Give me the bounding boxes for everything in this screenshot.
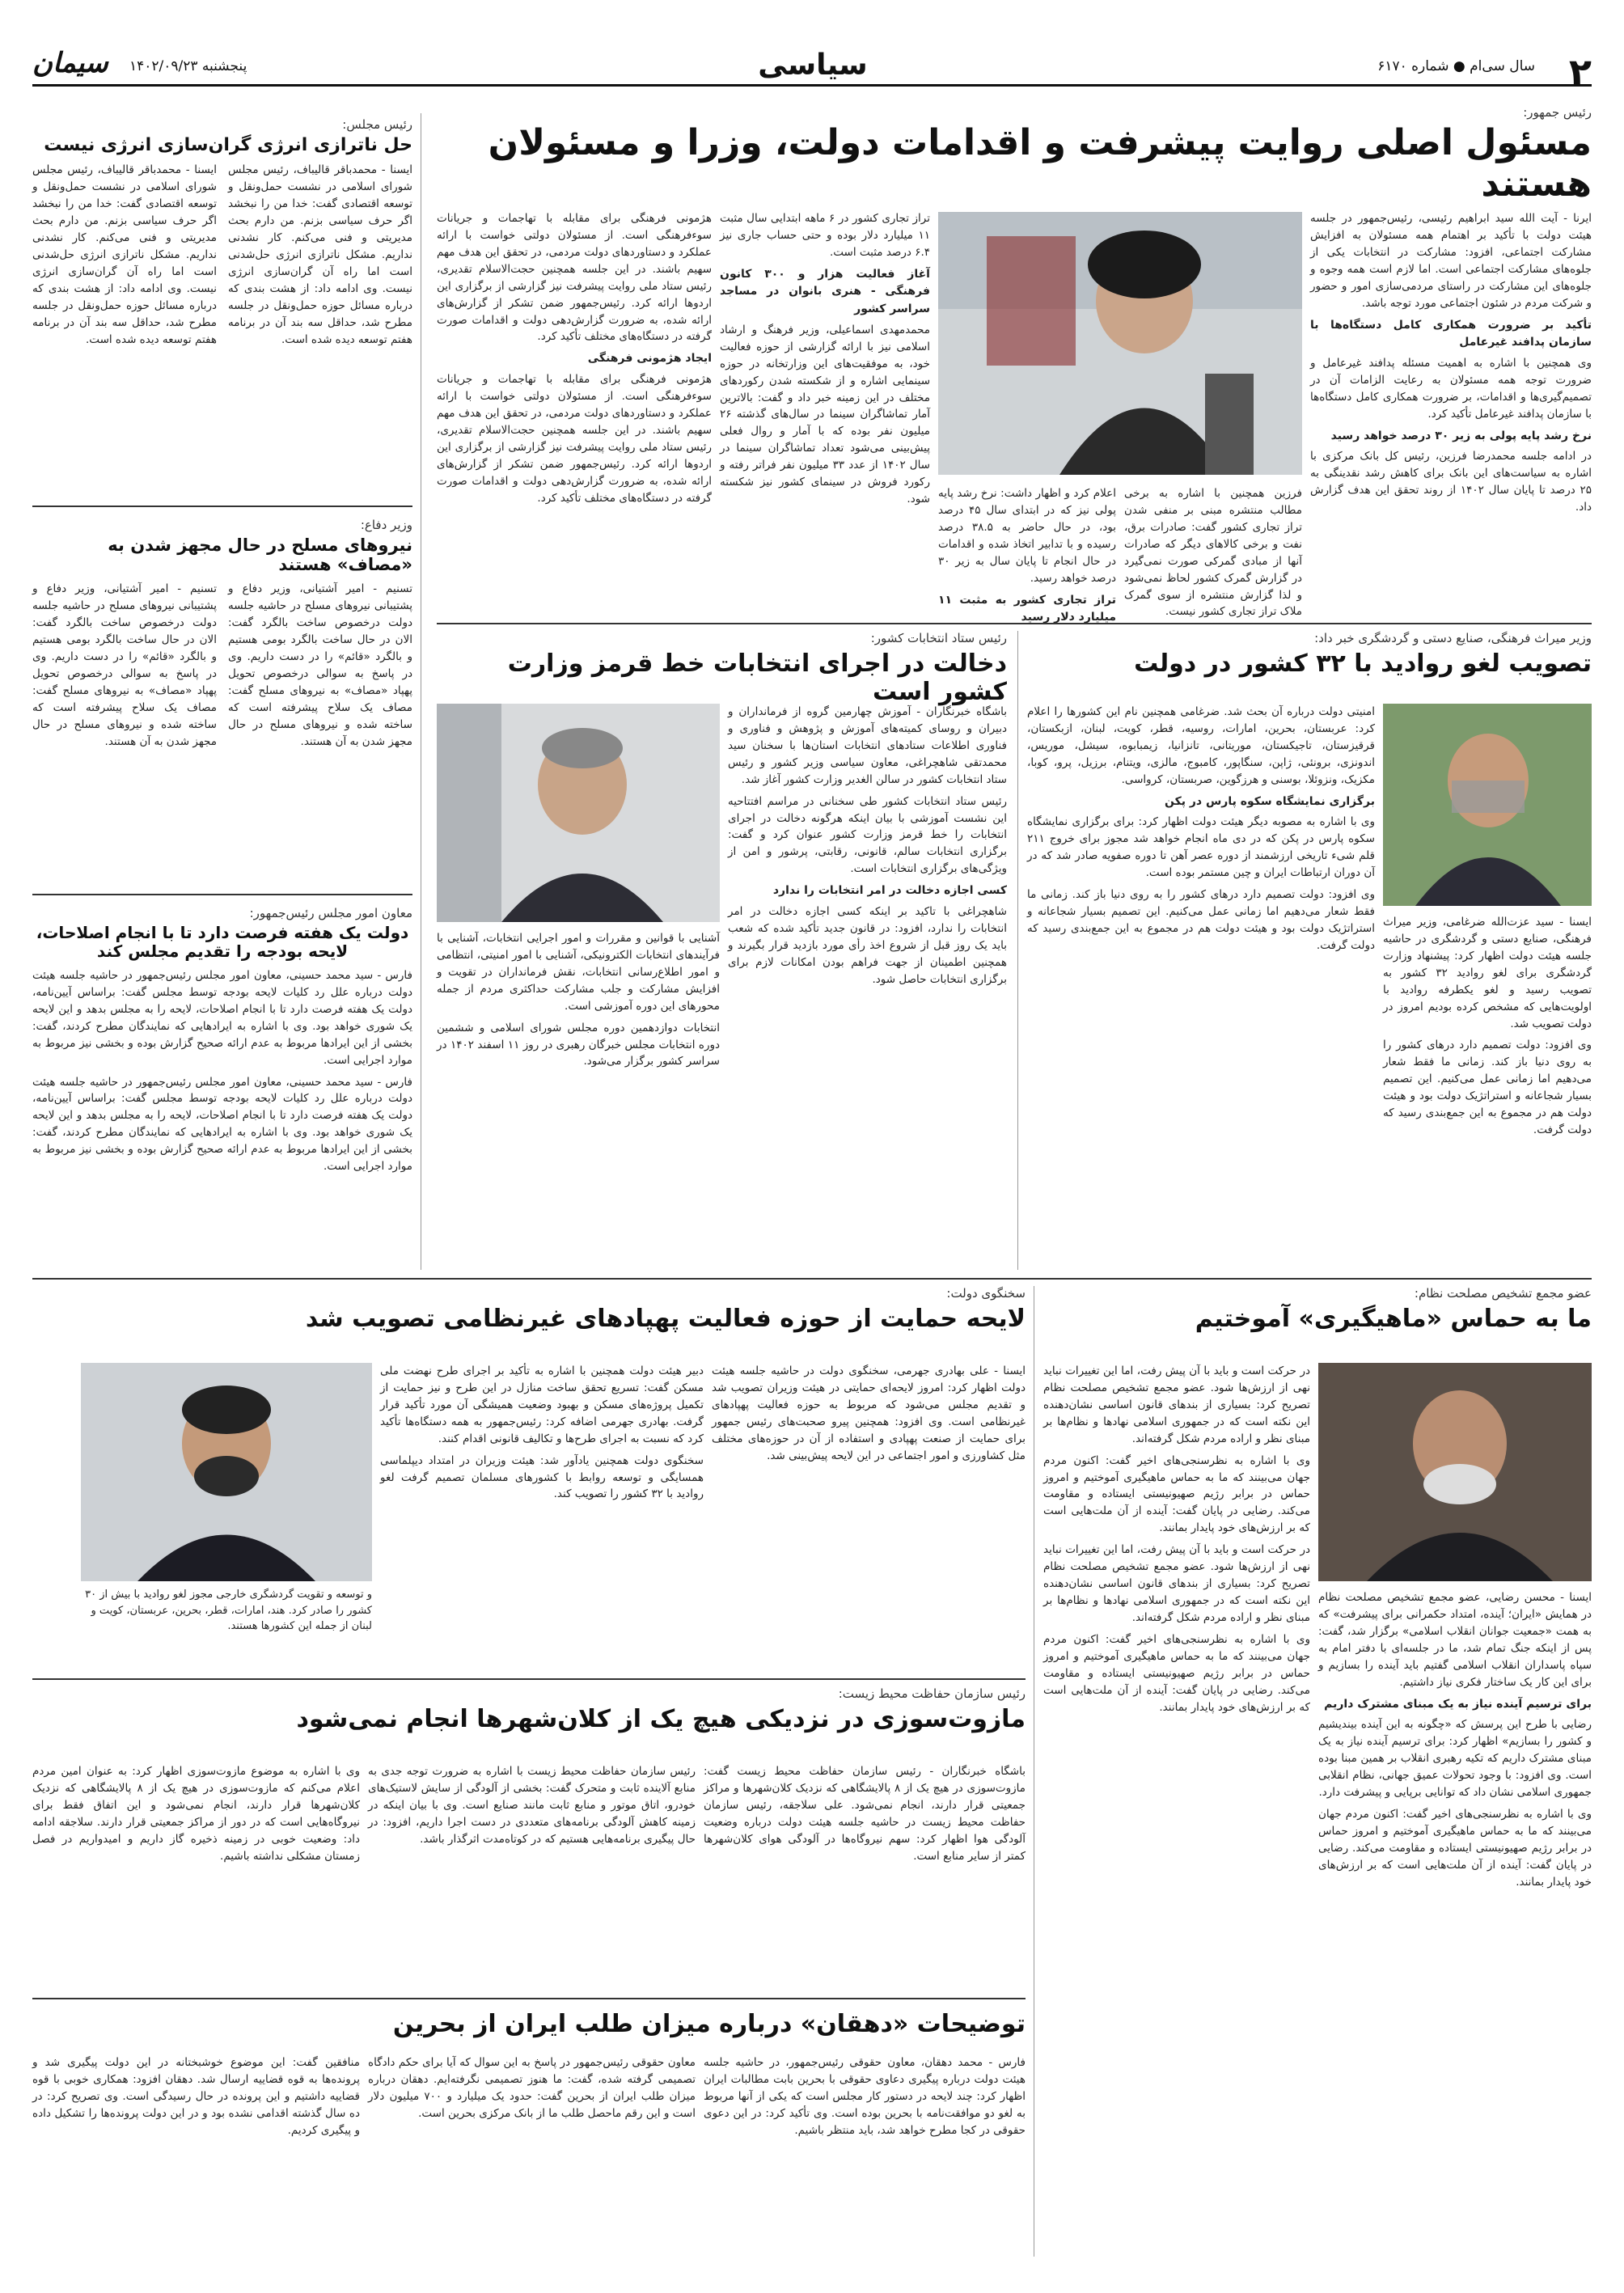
section-divider	[32, 506, 412, 507]
lead-paragraph: وی همچنین با اشاره به اهمیت مسئله پدافند غیرعامل و ضرورت توجه همه مسئولان به رعایت الزامات آن در تصمیم‌گیری‌ها و اقدامات، بر ضرورت همکاری کامل دستگاه‌ها با سازمان پدافند غیرعامل تأکید کرد.	[1310, 356, 1592, 421]
drones-paragraph: ایسنا - علی بهادری جهرمی، سخنگوی دولت در حاشیه جلسه هیئت دولت اظهار کرد: امروز لایحه‌ای حمایتی در هیئت وزیران تصویب شد و تقدیم مجلس می‌شود که مربوط به حوزه فعالیت پهپادهای غیرنظامی است. وی افزود: همچنین پیرو صحبت‌های رئیس جمهور برای حمایت از صنعت پهپادی و استفاده از آن در حوزه‌های مختلف مثل کشاورزی و امور اجتماعی در این لایحه پیش‌بینی شد.	[712, 1364, 1026, 1462]
lead-paragraph: هژمونی فرهنگی برای مقابله با تهاجمات و جریانات سوءفرهنگی است. از مسئولان دولتی خواست با ارائه عملکرد و دستاوردهای دولت مردمی، در تحقق این هدف مهم سهیم باشند. در این جلسه همچنین حجت‌الاسلام تقدیری، رئیس ستاد ملی روایت پیشرفت نیز گزارشی از برگزاری این اردوها ارائه کرد. رئیس‌جمهور ضمن تشکر از گزارش‌های ارائه شده، به ضرورت گزارش‌دهی دولت و اقدامات صورت گرفته در دستگاه‌های مختلف تأکید کرد.	[437, 212, 712, 344]
tourism-story	[1027, 631, 1592, 687]
lead-paragraph: فرزین همچنین با اشاره به برخی مطالب منتشره مبنی بر منفی شدن تراز تجاری کشور گفت: صادرات برق، نفت و برخی کالاهای دیگر که صادرات آنها از مبادی گمرکی صورت نمی‌گیرد در گزارش گمرک کشور لحاظ نمی‌شود و لذا گزارش منتشره از سوی گمرک ملاک تراز تجاری کشور نیست.	[1124, 487, 1302, 619]
column-divider	[1017, 631, 1018, 1270]
section-title: سیاسی	[744, 49, 882, 82]
masthead	[32, 47, 1592, 99]
elections-story	[437, 631, 1007, 714]
lead-subhead: آغاز فعالیت هزار و ۳۰۰ کانون فرهنگی - هنری بانوان در مساجد سراسر کشور	[720, 267, 930, 316]
section-divider	[32, 1278, 1592, 1280]
tourism-paragraph: امنیتی دولت درباره آن بحث شد. ضرغامی همچنین نام این کشورها را اعلام کرد: عربستان، بحرین، امارات، روسیه، قطر، کویت، لبنان، ازبکستان، قرقیزستان، تاجیکستان، موریتانی، تانزانیا، زیمبابوه، سیشل، موریس، اندونزی، برونئی، ژاپن، سنگاپور، کامبوج، مالزی، ویتنام، برزیل، پرو، کوبا، مکزیک، ونزوئلا، بوسنی و هرزگوین، صربستان، کرواسی.	[1027, 705, 1375, 786]
hamas-paragraph: وی با اشاره به نظرسنجی‌های اخیر گفت: اکنون مردم جهان می‌بینند که ما به حماس ماهیگیری آموختیم و امروز حماس در برابر رژیم صهیونیستی ایستاده و مقاومت می‌کند. رضایی در پایان گفت: آینده از آن ملت‌هایی است که بر ارزش‌های خود پایدار بمانند.	[1043, 1453, 1310, 1535]
tourism-paragraph: وی با اشاره به مصوبه دیگر هیئت دولت اظهار کرد: برای برگزاری نمایشگاه سکوه پارس در پکن که در دی ماه انجام خواهد شد مجوز برای خروج ۲۱۱ قلم شیء تاریخی ارزشمند از دوره عصر آهن تا دوره صفویه صادر شد که در آن دوران ارتباطات ایران و چین مستمر بوده است.	[1027, 815, 1375, 880]
lead-subhead: نرخ رشد پایه پولی به زیر ۳۰ درصد خواهد رسید	[1330, 429, 1592, 442]
drones-story	[32, 1286, 1026, 1342]
hamas-photo-official	[1318, 1363, 1592, 1581]
drones-paragraph: دبیر هیئت دولت همچنین با اشاره به تأکید بر اجرای طرح نهضت ملی مسکن گفت: تسریع تحقق ساخت منازل در این طرح و نیز حمایت از تکمیل پروژه‌های مسکن و بهبود وضعیت همیشگی آن مورد تأکید قرار گرفت. بهادری جهرمی اضافه کرد: رئیس‌جمهور به همه دستگاه‌ها تأکید کرد که نسبت به اجرای طرح‌ها و تکالیف قانونی اقدام کنند.	[380, 1364, 704, 1445]
bahrain-paragraph: منافقین گفت: این موضوع خوشبختانه در این دولت پیگیری شد و پرونده‌ها به قوه قضاییه ارسال شد. دهقان افزود: همکاری خوبی با قوه قضاییه داشتیم و این پرونده در حال رسیدگی است. وی تصریح کرد: در ده سال گذشته اقدامی نشده بود و در این دولت پرونده‌ها را تشکیل داده و پیگیری کردیم.	[32, 2056, 360, 2137]
elections-subhead: کسی اجازه دخالت در امر انتخابات را ندارد	[772, 884, 1007, 898]
news-item-budget	[32, 906, 412, 1242]
issue-date: پنجشنبه ۱۴۰۲/۰۹/۲۳	[129, 58, 247, 74]
portrait-illustration	[1383, 704, 1592, 906]
hamas-body-2	[1318, 1589, 1592, 2253]
elections-paragraph: رئیس ستاد انتخابات کشور طی سخنانی در مراسم افتتاحیه این نشست آموزشی با بیان اینکه هرگونه دخالت در اجرای انتخابات را خط قرمز وزارت کشور عنوان کرد و گفت: برگزاری انتخابات سالم، قانونی، رقابتی، پرشور و امن از ویژگی‌های برگزاری انتخابات است.	[728, 794, 1007, 876]
drones-headline: لایحه حمایت از حوزه فعالیت پهپادهای غیرنظامی تصویب شد	[305, 1305, 1026, 1333]
drones-body-2	[380, 1363, 704, 1670]
hamas-paragraph: در حرکت است و باید با آن پیش رفت، اما این تغییرات نباید نهی از ارزش‌ها شود. عضو مجمع تشخیص مصلحت نظام تصریح کرد: بسیاری از بندهای قانون اساسی نشان‌دهنده این نکته است که در جمهوری اسلامی نهادها و نظام‌ها بر مبنای نظر و اراده مردم شکل گرفته‌اند.	[1043, 1364, 1310, 1445]
portrait-illustration	[1318, 1363, 1592, 1581]
elections-paragraph: انتخابات دوازدهمین دوره مجلس شورای اسلامی و ششمین دوره انتخابات مجلس خبرگان رهبری در روز ۱۱ اسفند ۱۴۰۲ در سراسر کشور برگزار می‌شود.	[437, 1021, 720, 1068]
news-kicker: رئیس مجلس:	[342, 117, 412, 132]
portrait-illustration	[81, 1363, 372, 1581]
pollution-body-2	[368, 1763, 696, 1990]
bahrain-paragraph: معاون حقوقی رئیس‌جمهور در پاسخ به این سوال که آیا برای حکم دادگاه تصمیمی گرفته شده، گفت: ما هنوز تصمیمی نگرفته‌ایم. دهقان درباره میزان طلب ایران از بحرین گفت: حدود یک میلیارد و ۷۰۰ میلیون دلار است و این رقم ماحصل طلب ما از بانک مرکزی بحرین است.	[368, 2056, 696, 2120]
lead-paragraph: محمدمهدی اسماعیلی، وزیر فرهنگ و ارشاد اسلامی نیز با ارائه گزارشی از حوزه فعالیت خود، به موفقیت‌های این وزارتخانه در حوزه سینمایی اشاره و از شکسته شدن رکوردهای مختلف در این زمینه خبر داد و گفت: بالاترین آمار تماشاگران سینما در سال‌های گذشته ۲۶ میلیون نفر بوده که با آمار و روال فعلی پیش‌بینی می‌شود تعداد تماشاگران سینما در سال ۱۴۰۲ از عدد ۳۳ میلیون نفر فراتر رفته و رکورد فروش در سینمای کشور نیز شکسته شود.	[720, 323, 930, 506]
lead-subhead: تأکید بر ضرورت همکاری کامل دستگاه‌ها با سازمان پدافند غیرعامل	[1310, 318, 1592, 349]
portrait-illustration	[437, 704, 720, 922]
issue-info: سال سی‌ام ● شماره ۶۱۷۰	[1377, 58, 1535, 74]
lead-headline: مسئول اصلی روایت پیشرفت و اقدامات دولت، وزرا و مسئولان هستند	[488, 122, 1592, 205]
news-paragraph: فارس - سید محمد حسینی، معاون امور مجلس رئیس‌جمهور در حاشیه جلسه هیئت دولت درباره علل رد کلیات لایحه بودجه توسط مجلس گفت: براساس آیین‌نامه، دولت یک هفته فرصت دارد تا با انجام اصلاحات، لایحه را به مجلس بدهد و این لایحه یک شوری خواهد بود. وی با اشاره به ایرادهایی که نمایندگان مطرح کردند، گفت: بخشی از این ایرادها مربوط به عدم ارائه صحیح گزارش بوده و بخشی نیز مربوط به موارد اجرایی است.	[32, 1075, 412, 1174]
news-body	[32, 967, 412, 1242]
lead-paragraph: تراز تجاری کشور در ۶ ماهه ابتدایی سال مثبت ۱۱ میلیارد دلار بوده و حتی حساب جاری نیز ۶.۴ درصد مثبت است.	[720, 212, 930, 259]
drones-kicker: سخنگوی دولت:	[946, 1286, 1026, 1301]
news-paragraph: تسنیم - امیر آشتیانی، وزیر دفاع و پشتیبانی نیروهای مسلح در حاشیه جلسه دولت درخصوص ساخت بالگرد گفت: الان در حال ساخت بالگرد بومی هستیم و بالگرد «قائم» را در دست داریم. وی در پاسخ به سوالی درخصوص تحویل پهپاد «مصاف» به نیروهای مسلح گفت: مصاف یک سلاح پیشرفته است که ساخته شده و نیروهای مسلح در حال مجهز شدن به آن هستند.	[228, 582, 412, 748]
news-item-defense	[32, 518, 412, 807]
elections-paragraph: باشگاه خبرنگاران - آموزش چهارمین گروه از فرمانداران و دبیران و روسای کمیته‌های آموزش و پژوهش و فناوری و فناوری اطلاعات ستادهای انتخابات استان‌ها با سخنان سید محمدتقی شاهچراغی، معاون سیاسی وزیر کشور و رئیس ستاد انتخابات کشور در سالن الغدیر وزارت کشور آغاز شد.	[728, 705, 1007, 786]
tourism-paragraph: وی افزود: دولت تصمیم دارد درهای کشور را به روی دنیا باز کند. زمانی ما فقط شعار می‌دهیم اما زمانی عمل می‌کنیم. این تصمیم بسیار شجاعانه و استراتژیک دولت بود و هیئت دولت هم در مجموع به این جمع‌بندی رسید که دولت گرفت.	[1383, 1039, 1592, 1137]
drones-body-1	[712, 1363, 1026, 1670]
hamas-kicker: عضو مجمع تشخیص مصلحت نظام:	[1414, 1286, 1592, 1301]
lead-paragraph: در ادامه جلسه محمدرضا فرزین، رئیس کل بانک مرکزی با اشاره به سیاست‌های این بانک برای کاهش رشد نقدینگی به ۲۵ درصد تا پایان سال ۱۴۰۲ از روند تحقق این هدف گزارش داد.	[1310, 450, 1592, 514]
bahrain-body-3	[32, 2054, 360, 2257]
tourism-photo-minister	[1383, 704, 1592, 906]
tourism-subhead: برگزاری نمایشگاه سکوه پارس در پکن	[1164, 794, 1375, 808]
lead-caption-1	[938, 485, 1116, 624]
hamas-paragraph: رضایی با طرح این پرسش که «چگونه به این آینده بیندیشیم و کشور را بسازیم» اظهار کرد: برای ترسیم آینده نیاز به یک مبنای مشترک داریم که تکیه رهبری انقلاب بر همین مبنا بوده است. وی افزود: با وجود تحولات عمیق جهانی، نظام انقلابی جمهوری اسلامی نشان داد که توانایی برپایی و پیشرفت دارد.	[1318, 1718, 1592, 1799]
news-paragraph: ایسنا - محمدباقر قالیباف، رئیس مجلس شورای اسلامی در نشست حمل‌ونقل و توسعه اقتصادی گفت: خدا من را نبخشد اگر حرف سیاسی بزنم. من دارم بحث مدیریتی و فنی می‌کنم. کار نشدنی نداریم. مشکل ناترازی انرژی حل‌شدنی است اما راه آن گران‌سازی انرژی نیست. وی ادامه داد: از هشت بندی که درباره مسائل حوزه حمل‌ونقل در جلسه مطرح شد، حداقل سه بند آن در برنامه هفتم توسعه دیده شده است.	[228, 163, 412, 346]
page-number: ۲	[1568, 50, 1592, 94]
section-divider	[32, 1678, 1026, 1680]
tourism-kicker: وزیر میراث فرهنگی، صنایع دستی و گردشگری خبر داد:	[1314, 631, 1592, 645]
lead-subhead: ایجاد هژمونی فرهنگی	[587, 352, 712, 366]
hamas-paragraph: ایسنا - محسن رضایی، عضو مجمع تشخیص مصلحت نظام در همایش «ایران؛ آینده، امتداد حکمرانی برای پیشرفت» که به همت «جمعیت جوانان انقلاب اسلامی» برگزار شد، گفت: پس از اینکه جنگ تمام شد، ما در جلسه‌ای با دفتر امام به سپاه پاسداران انقلاب اسلامی گفتیم باید آینده را بسازیم و برای این کار یک ساختار فکری نیاز داشتیم.	[1318, 1591, 1592, 1689]
pollution-kicker: رئیس سازمان حفاظت محیط زیست:	[838, 1686, 1026, 1701]
hamas-body-1	[1043, 1363, 1310, 2253]
news-headline: حل ناترازی انرژی گران‌سازی انرژی نیست	[44, 135, 412, 155]
tourism-paragraph: وی افزود: دولت تصمیم دارد درهای کشور را به روی دنیا باز کند. زمانی ما فقط شعار می‌دهیم اما زمانی عمل می‌کنیم. این تصمیم بسیار شجاعانه و استراتژیک دولت بود و هیئت دولت هم در مجموع به این جمع‌بندی رسید که دولت گرفت.	[1027, 887, 1375, 952]
hamas-paragraph: وی با اشاره به نظرسنجی‌های اخیر گفت: اکنون مردم جهان می‌بینند که ما به حماس ماهیگیری آموختیم و امروز حماس در برابر رژیم صهیونیستی ایستاده و مقاومت می‌کند. رضایی در پایان گفت: آینده از آن ملت‌هایی است که بر ارزش‌های خود پایدار بمانند.	[1043, 1632, 1310, 1714]
pollution-story	[32, 1686, 1026, 1742]
hamas-paragraph: در حرکت است و باید با آن پیش رفت، اما این تغییرات نباید نهی از ارزش‌ها شود. عضو مجمع تشخیص مصلحت نظام تصریح کرد: بسیاری از بندهای قانون اساسی نشان‌دهنده این نکته است که در جمهوری اسلامی نهادها و نظام‌ها بر مبنای نظر و اراده مردم شکل گرفته‌اند.	[1043, 1543, 1310, 1624]
elections-kicker: رئیس ستاد انتخابات کشور:	[870, 631, 1007, 645]
hamas-story	[1043, 1286, 1592, 1342]
lead-column-1	[1310, 210, 1592, 615]
news-paragraph: فارس - سید محمد حسینی، معاون امور مجلس رئیس‌جمهور در حاشیه جلسه هیئت دولت درباره علل رد کلیات لایحه بودجه توسط مجلس گفت: براساس آیین‌نامه، دولت یک هفته فرصت دارد تا با انجام اصلاحات، لایحه را به مجلس بدهد و این لایحه یک شوری خواهد بود. وی با اشاره به ایرادهایی که نمایندگان مطرح کردند، گفت: بخشی از این ایرادها مربوط به عدم ارائه صحیح گزارش بوده و بخشی نیز مربوط به موارد اجرایی است.	[32, 969, 412, 1067]
lead-paragraph: هژمونی فرهنگی برای مقابله با تهاجمات و جریانات سوءفرهنگی است. از مسئولان دولتی خواست با ارائه عملکرد و دستاوردهای دولت مردمی، در تحقق این هدف مهم سهیم باشند. در این جلسه همچنین حجت‌الاسلام تقدیری، رئیس ستاد ملی روایت پیشرفت نیز گزارشی از برگزاری این اردوها ارائه کرد. رئیس‌جمهور ضمن تشکر از گزارش‌های ارائه شده، به ضرورت گزارش‌دهی دولت و اقدامات صورت گرفته در دستگاه‌های مختلف تأکید کرد.	[437, 373, 712, 505]
hamas-headline: ما به حماس «ماهیگیری» آموختیم	[1195, 1305, 1592, 1333]
news-paragraph: ایسنا - محمدباقر قالیباف، رئیس مجلس شورای اسلامی در نشست حمل‌ونقل و توسعه اقتصادی گفت: خدا من را نبخشد اگر حرف سیاسی بزنم. من دارم بحث مدیریتی و فنی می‌کنم. کار نشدنی نداریم. مشکل ناترازی انرژی حل‌شدنی است اما راه آن گران‌سازی انرژی نیست. وی ادامه داد: از هشت بندی که درباره مسائل حوزه حمل‌ونقل در جلسه مطرح شد، حداقل سه بند آن در برنامه هفتم توسعه دیده شده است.	[32, 163, 217, 346]
news-kicker: معاون امور مجلس رئیس‌جمهور:	[249, 906, 412, 920]
lead-subhead: تراز تجاری کشور به مثبت ۱۱ میلیارد دلار رسید	[938, 593, 1116, 624]
pollution-paragraph: باشگاه خبرنگاران - رئیس سازمان حفاظت محیط زیست گفت: مازوت‌سوزی در هیچ یک از ۸ پالایشگاهی که نزدیک کلان‌شهرها و مراکز جمعیتی قرار دارند، انجام نمی‌شود. علی سلاجقه، رئیس سازمان حفاظت محیط زیست در حاشیه جلسه هیئت دولت درباره وضعیت آلودگی هوا اظهار کرد: سهم نیروگاه‌ها در آلودگی هوای کلان‌شهرها کمتر از سایر منابع است.	[704, 1765, 1026, 1863]
elections-paragraph: آشنایی با قوانین و مقررات و امور اجرایی انتخابات، آشنایی با فرآیندهای انتخابات الکترونیکی، آشنایی با امور امنیتی، انتظامی و امور اطلاع‌رسانی انتخابات، نقش فرمانداران در تقویت و افزایش مشارکت و جلب مشارکت حداکثری مردم از جمله محورهای این دوره آموزشی است.	[437, 932, 720, 1013]
news-body	[32, 581, 412, 807]
masthead-rule	[32, 84, 1592, 87]
pollution-body-3	[32, 1763, 360, 1990]
news-headline: دولت یک هفته فرصت دارد تا با انجام اصلاحات، لایحه بودجه را تقدیم مجلس کند	[36, 923, 409, 961]
pollution-headline: مازوت‌سوزی در نزدیکی هیچ یک از کلان‌شهرها انجام نمی‌شود	[296, 1705, 1026, 1733]
bahrain-body-1	[704, 2054, 1026, 2257]
drones-paragraph: سخنگوی دولت همچنین یادآور شد: هیئت وزیران در امتداد دیپلماسی همسایگی و توسعه روابط با کشورهای مسلمان تصمیم گرفت لغو روادید با ۳۲ کشور را تصویب کند.	[380, 1453, 704, 1501]
bahrain-body-2	[368, 2054, 696, 2257]
pollution-paragraph: وی با اشاره به موضوع مازوت‌سوزی اظهار کرد: به عنوان امین مردم اعلام می‌کنم که مازوت‌سوزی در هیچ یک از ۸ پالایشگاهی که نزدیک کلان‌شهرها قرار دارند، انجام نمی‌شود و این اتفاق فقط برای نیروگاه‌هایی است که در دور از مراکز جمعیتی قرار دارند. سلاجقه ادامه داد: وضعیت خوبی در زمینه ذخیره گاز داریم و امیدواریم در فصل زمستان مشکلی نداشته باشیم.	[32, 1765, 360, 1863]
bahrain-headline: توضیحات «دهقان» درباره میزان طلب ایران از بحرین	[392, 2010, 1026, 2038]
elections-headline: دخالت در اجرای انتخابات خط قرمز وزارت کشور است	[507, 649, 1007, 706]
lead-photo-president	[938, 212, 1302, 475]
lead-paragraph: اعلام کرد و اظهار داشت: نرخ رشد پایه پولی نیز که در ابتدای سال ۴۵ درصد بود، در حال حاضر به ۳۸.۵ درصد رسیده و با تدابیر اتخاذ شده و اقدامات در حال انجام تا پایان سال به زیر ۳۰ درصد خواهد رسید.	[938, 487, 1116, 585]
hamas-subhead: برای ترسیم آینده نیاز به یک مبنای مشترک داریم	[1324, 1697, 1592, 1711]
news-headline: نیروهای مسلح در حال مجهز شدن به «مصاف» هستند	[108, 535, 412, 575]
section-divider	[437, 623, 1592, 624]
elections-photo-official	[437, 704, 720, 922]
lead-paragraph: ایرنا - آیت الله سید ابراهیم رئیسی، رئیس‌جمهور در جلسه هیئت دولت با تأکید بر اهتمام همه مسئولان به افزایش مشارکت اجتماعی، افزود: مشارکت در انتخابات یکی از جلوه‌های مشارکت اجتماعی است. اما لازم است همه وجوه و جلوه‌های این مشارکت در راستای مردمی‌سازی امور و حضور و شرکت مردم در شئون اجتماعی مورد توجه باشد.	[1310, 212, 1592, 310]
tourism-body-1	[1027, 704, 1375, 1262]
bahrain-paragraph: فارس - محمد دهقان، معاون حقوقی رئیس‌جمهور، در حاشیه جلسه هیئت دولت درباره پیگیری دعاوی حقوقی با بحرین بابت مطالبات ایران اظهار کرد: چند لایحه در دستور کار مجلس است که یکی از آنها مربوط به لغو دو موافقت‌نامه با بحرین بوده است. وی تأکید کرد: در این دعوی حقوقی در کجا مطرح خواهد شد، باید منتظر باشیم.	[704, 2056, 1026, 2137]
drones-caption: و توسعه و تقویت گردشگری خارجی مجوز لغو روادید با بیش از ۳۰ کشور را صادر کرد. هند، امارات، قطر، بحرین، عربستان، کویت و لبنان از جمله این کشورها هستند.	[85, 1589, 372, 1632]
pollution-body-1	[704, 1763, 1026, 1990]
tourism-headline: تصویب لغو روادید با ۳۲ کشور در دولت	[1134, 649, 1592, 678]
elections-body-2	[437, 930, 720, 1262]
news-paragraph: تسنیم - امیر آشتیانی، وزیر دفاع و پشتیبانی نیروهای مسلح در حاشیه جلسه دولت درخصوص ساخت بالگرد گفت: الان در حال ساخت بالگرد بومی هستیم و بالگرد «قائم» را در دست داریم. وی در پاسخ به سوالی درخصوص تحویل پهپاد «مصاف» به نیروهای مسلح گفت: مصاف یک سلاح پیشرفته است که ساخته شده و نیروهای مسلح در حال مجهز شدن به آن هستند.	[32, 582, 217, 748]
news-item-parliament	[32, 117, 412, 526]
lead-column-3	[437, 210, 712, 615]
elections-paragraph: شاهچراغی با تاکید بر اینکه کسی اجازه دخالت در امر انتخابات را ندارد، افزود: در قانون جدید تأکید شده که شعب باید یک روز قبل از شروع اخذ رأی مورد بازدید قرار بگیرند و همچنین اطمینان از جهت فراهم بودن امکانات لازم برای برگزاری انتخابات حاصل شود.	[728, 904, 1007, 986]
lead-caption-2	[1124, 485, 1302, 619]
section-divider	[32, 1998, 1026, 1999]
section-divider	[32, 894, 412, 895]
news-body	[32, 162, 412, 526]
lead-story	[437, 105, 1592, 213]
drones-photo-spokesman	[81, 1363, 372, 1581]
tourism-body-2	[1383, 914, 1592, 1262]
hamas-paragraph: وی با اشاره به نظرسنجی‌های اخیر گفت: اکنون مردم جهان می‌بینند که ما به حماس ماهیگیری آموختیم و امروز حماس در برابر رژیم صهیونیستی ایستاده و مقاومت می‌کند. رضایی در پایان گفت: آینده از آن ملت‌هایی است که بر ارزش‌های خود پایدار بمانند.	[1318, 1807, 1592, 1889]
newspaper-logo: سیمان	[32, 47, 108, 79]
lead-kicker: رئیس جمهور:	[1523, 105, 1592, 120]
elections-body-1	[728, 704, 1007, 1262]
pollution-paragraph: رئیس سازمان حفاظت محیط زیست با اشاره به ضرورت توجه جدی به منابع آلاینده ثابت و متحرک گفت: بخشی از آلودگی از سایش لاستیک‌های خودرو، اتاق موتور و منابع ثابت مانند صنایع است. وی با بیان اینکه در زمینه کاهش آلودگی برنامه‌های متعددی در دست اجرا داریم، افزود: در حال پیگیری برنامه‌هایی هستیم که در کوتاه‌مدت اثرگذار باشد.	[368, 1765, 696, 1846]
bahrain-story	[32, 2006, 1026, 2047]
lead-column-2	[720, 210, 930, 615]
portrait-illustration	[938, 212, 1302, 475]
news-kicker: وزیر دفاع:	[360, 518, 412, 532]
tourism-paragraph: ایسنا - سید عزت‌الله ضرغامی، وزیر میراث فرهنگی، صنایع دستی و گردشگری در حاشیه جلسه هیئت دولت اظهار کرد: پیشنهاد وزارت گردشگری برای لغو روادید ۳۲ کشور به تصویب رسید و لغو یکطرفه روادید با اولویت‌هایی که مشخص کرده بودیم امروز در دولت تصویب شد.	[1383, 916, 1592, 1030]
